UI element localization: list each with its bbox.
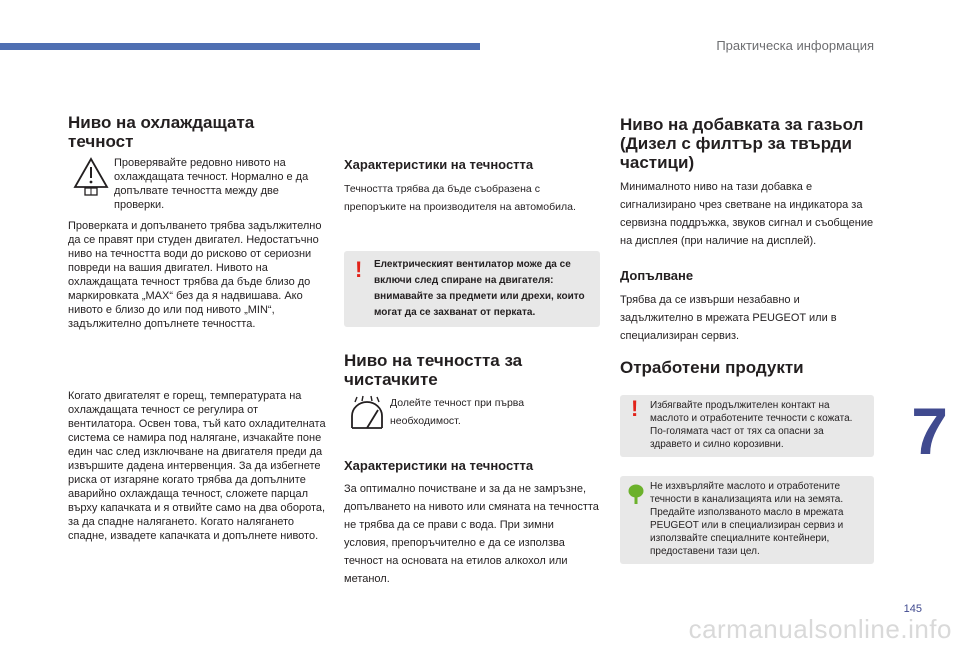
exclamation-icon: ! [355,257,363,282]
coolant-title: Ниво на охлаждащата течност [68,113,255,151]
chapter-number: 7 [911,394,948,468]
additive-title: Ниво на добавката за газьол (Дизел с филтър за твърди частици) [620,115,864,172]
eco-note-box [620,476,874,564]
waste-title: Отработени продукти [620,358,804,377]
washer-spec-title: Характеристики на течността [344,458,534,473]
coolant-spec-text: Течността трябва да бъде съобразена с препоръките на производителя на автомобила. [344,183,576,213]
eco-note-text: Не изхвърляйте маслото и отработените течности в канализацията или на земята. Предайте използваното масло в мрежата PEUGEOT или в специализиран сервиз и използвайте специалните контейнери, предоставени тази цел. [650,481,844,557]
section-title: Практическа информация [716,38,874,53]
header-accent-bar [0,43,480,50]
coolant-intro-text: Проверявайте редовно нивото на охлаждащата течност. Нормално е да допълвате течността между две проверки. [114,157,309,211]
skin-warning-text: Избягвайте продължителен контакт на маслото и отработените течности с кожата. По-голямата част от тях са опасни за здравето и силно корозивни. [650,400,853,450]
watermark: carmanualsonline.info [688,614,952,644]
tree-icon [628,484,644,511]
coolant-spec-title: Характеристики на течността [344,157,534,172]
washer-intro-text: Долейте течност при първа необходимост. [390,397,525,427]
coolant-intro-row [68,156,326,212]
additive-text: Минималното ниво на тази добавка е сигнализирано чрез светване на индикатора за сервизна поддръжка, звуков сигнал и съобщение на дисплея (при наличие на дисплей). [620,181,874,247]
fan-warning-box [344,251,600,327]
coolant-paragraph-2: Когато двигателят е горещ, температурата на охлаждащата течност се регулира от вентилатора. Освен това, тъй като охладителната система се намира под налягане, изчакайте поне един час след изключване на двигателя преди да извършите дадена интервенция. За да избегнете риска от изгаряне когато трябва да допълните аварийно охлаждаща течност, сложете парцал върху капачката и я отвийте само на два оборота, за да спадне налягането. Когато налягането спадне, извадете капачката и допълнете нивото. [68,390,326,542]
page-number: 145 [903,603,922,615]
skin-warning-box [620,395,874,457]
refill-text: Трябва да се извърши незабавно и задължително в мрежата PEUGEOT или в специализиран сервиз. [620,294,837,342]
washer-spec-text: За оптимално почистване и за да не замръзне, допълването на нивото или смяната на течността не трябва да се прави с вода. При зимни условия, препоръчително е да се използва течност на основата на етилов алкохол или метанол. [344,483,599,585]
washer-title: Ниво на течността за чистачките [344,351,523,389]
refill-title: Допълване [620,268,694,283]
coolant-paragraph-1: Проверката и допълването трябва задължително да се правят при студен двигател. Недостатъчно ниво на течността води до рисково от сериозни повреди на вашия двигател. Нивото на охлаждащата течност трябва да бъде близо до маркировката „MAX“ без да я надвишава. Ако нивото е близо до или под нивото „MIN“, задължително допълнете течността. [68,220,322,330]
fan-warning-text: Електрическият вентилатор може да се включи след спиране на двигателя: внимавайте за предмети или дрехи, които могат да се захванат от перката. [374,259,585,318]
washer-intro-row [344,394,600,434]
exclamation-icon: ! [631,396,639,421]
coolant-warning-icon [68,156,114,196]
washer-fluid-icon [344,394,390,434]
